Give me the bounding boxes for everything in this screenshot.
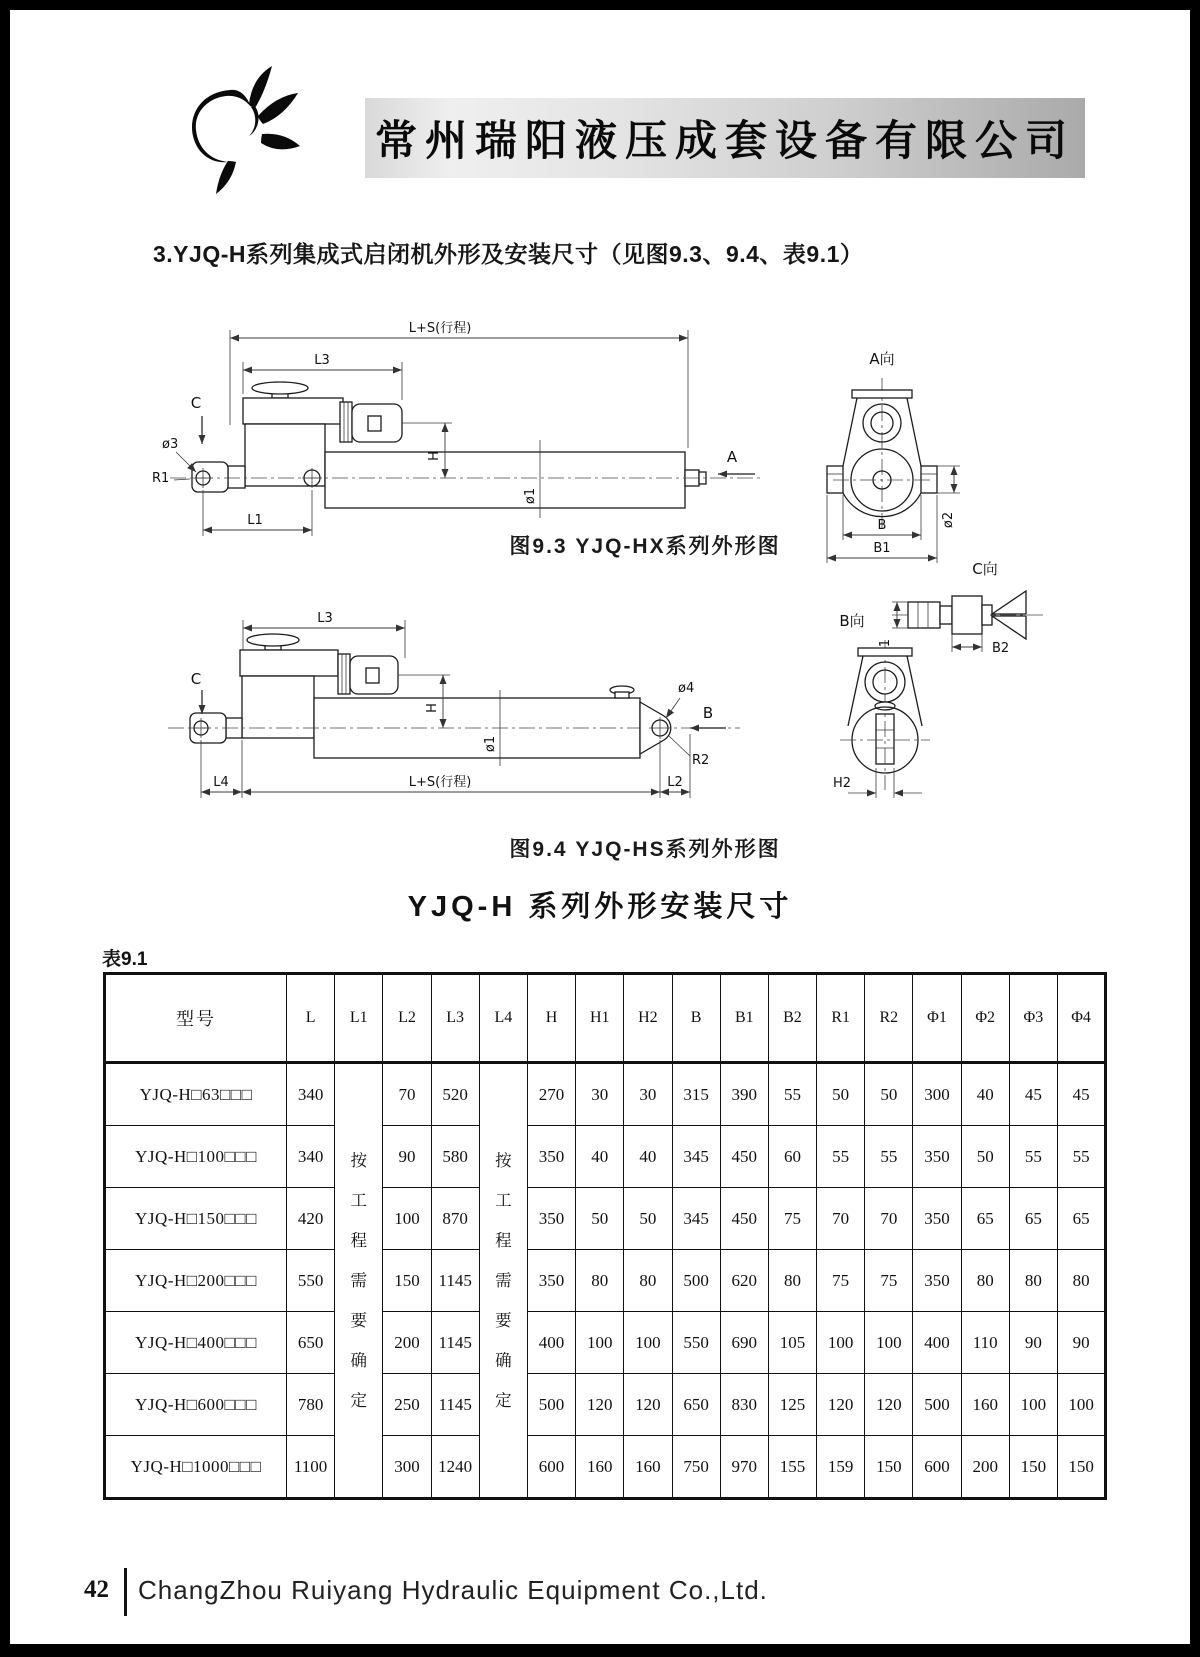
table-title: YJQ-H 系列外形安装尺寸 [407, 891, 793, 923]
value-cell: 315 [672, 1063, 720, 1126]
value-cell: 55 [768, 1063, 816, 1126]
table-row [105, 1188, 1106, 1250]
document-page [10, 10, 1190, 1644]
dim-label-r2: R2 [692, 753, 710, 768]
column-header: H1 [576, 974, 624, 1063]
column-header: B1 [720, 974, 768, 1063]
value-cell: 100 [576, 1312, 624, 1374]
value-cell: 75 [817, 1250, 865, 1312]
value-cell: 100 [1058, 1374, 1106, 1436]
dim-label-l1: L1 [247, 513, 263, 528]
value-cell: 500 [672, 1250, 720, 1312]
value-cell: 40 [961, 1063, 1009, 1126]
fig93-side-view [152, 321, 760, 536]
value-cell: 1145 [431, 1312, 479, 1374]
value-cell: 90 [1058, 1312, 1106, 1374]
value-cell: 75 [768, 1188, 816, 1250]
value-cell: 1145 [431, 1374, 479, 1436]
model-cell: YJQ-H□100□□□ [105, 1126, 287, 1188]
value-cell: 600 [913, 1436, 961, 1499]
value-cell: 450 [720, 1188, 768, 1250]
fig93-c-view [878, 560, 1045, 657]
value-cell: 160 [576, 1436, 624, 1499]
value-cell: 80 [768, 1250, 816, 1312]
merged-note-cell-l1 [335, 1063, 383, 1499]
a-view-title: A向 [869, 350, 895, 368]
column-header: R1 [817, 974, 865, 1063]
value-cell: 420 [287, 1188, 335, 1250]
fig94-side-view [168, 611, 740, 798]
value-cell: 105 [768, 1312, 816, 1374]
value-cell: 70 [817, 1188, 865, 1250]
dim-label-l3: L3 [314, 353, 330, 368]
value-cell: 50 [817, 1063, 865, 1126]
column-header: H [527, 974, 575, 1063]
value-cell: 400 [913, 1312, 961, 1374]
technical-drawings [140, 290, 1160, 860]
company-name: 常州瑞阳液压成套设备有限公司 [374, 116, 1075, 165]
column-header: L4 [479, 974, 527, 1063]
table-row [105, 1250, 1106, 1312]
column-header: Φ4 [1058, 974, 1106, 1063]
column-header: L2 [383, 974, 431, 1063]
value-cell: 55 [1058, 1126, 1106, 1188]
value-cell: 500 [913, 1374, 961, 1436]
column-header: R2 [865, 974, 913, 1063]
value-cell: 350 [913, 1126, 961, 1188]
dimensions-table [103, 972, 1107, 1500]
model-cell: YJQ-H□1000□□□ [105, 1436, 287, 1499]
value-cell: 620 [720, 1250, 768, 1312]
value-cell: 40 [624, 1126, 672, 1188]
value-cell: 780 [287, 1374, 335, 1436]
value-cell: 60 [768, 1126, 816, 1188]
value-cell: 200 [383, 1312, 431, 1374]
value-cell: 80 [624, 1250, 672, 1312]
value-cell: 50 [576, 1188, 624, 1250]
dim-label-d3: ø3 [162, 437, 179, 452]
dim-label-d4: ø4 [678, 681, 695, 696]
value-cell: 100 [383, 1188, 431, 1250]
dim-label-l2: L2 [667, 775, 683, 790]
value-cell: 160 [624, 1436, 672, 1499]
dim-label-total-stroke: L+S(行程) [408, 775, 472, 790]
dim-label-b1: B1 [873, 541, 891, 556]
value-cell: 500 [527, 1374, 575, 1436]
value-cell: 65 [961, 1188, 1009, 1250]
dim-label-total-stroke: L+S(行程) [408, 321, 472, 336]
table-row [105, 1374, 1106, 1436]
column-header-model: 型号 [105, 974, 287, 1063]
value-cell: 650 [672, 1374, 720, 1436]
view-arrow-c-label: C [190, 394, 202, 412]
dim-label-h2: H2 [832, 776, 852, 791]
table-number-label: 表9.1 [102, 949, 148, 970]
value-cell: 340 [287, 1063, 335, 1126]
model-cell: YJQ-H□63□□□ [105, 1063, 287, 1126]
value-cell: 830 [720, 1374, 768, 1436]
value-cell: 70 [383, 1063, 431, 1126]
table-row [105, 1126, 1106, 1188]
value-cell: 750 [672, 1436, 720, 1499]
view-arrow-a-label: A [726, 448, 738, 466]
vertical-note-text: 按 工 程 需 要 确 定 [495, 1150, 512, 1410]
value-cell: 1100 [287, 1436, 335, 1499]
dim-label-b2: B2 [992, 641, 1010, 656]
value-cell: 70 [865, 1188, 913, 1250]
value-cell: 65 [1058, 1188, 1106, 1250]
value-cell: 50 [624, 1188, 672, 1250]
value-cell: 90 [383, 1126, 431, 1188]
value-cell: 159 [817, 1436, 865, 1499]
section-title: 3.YJQ-H系列集成式启闭机外形及安装尺寸（见图9.3、9.4、表9.1） [153, 241, 864, 267]
column-header: Φ3 [1009, 974, 1057, 1063]
dim-label-d1: ø1 [483, 735, 498, 753]
value-cell: 125 [768, 1374, 816, 1436]
column-header: B [672, 974, 720, 1063]
dim-label-h: H [425, 703, 440, 713]
value-cell: 110 [961, 1312, 1009, 1374]
table-row [105, 1436, 1106, 1499]
model-cell: YJQ-H□200□□□ [105, 1250, 287, 1312]
value-cell: 100 [1009, 1374, 1057, 1436]
value-cell: 580 [431, 1126, 479, 1188]
dim-label-l4: L4 [213, 775, 229, 790]
dim-label-d1: ø1 [523, 487, 538, 505]
value-cell: 80 [961, 1250, 1009, 1312]
value-cell: 450 [720, 1126, 768, 1188]
value-cell: 550 [287, 1250, 335, 1312]
value-cell: 150 [383, 1250, 431, 1312]
dim-label-l3: L3 [317, 611, 333, 626]
value-cell: 400 [527, 1312, 575, 1374]
value-cell: 270 [527, 1063, 575, 1126]
value-cell: 300 [383, 1436, 431, 1499]
table-row [105, 1312, 1106, 1374]
dim-label-d2: ø2 [941, 511, 956, 529]
value-cell: 45 [1009, 1063, 1057, 1126]
value-cell: 350 [527, 1188, 575, 1250]
footer-divider [124, 1568, 127, 1616]
value-cell: 120 [817, 1374, 865, 1436]
value-cell: 550 [672, 1312, 720, 1374]
view-arrow-b-label: B [702, 704, 714, 722]
value-cell: 300 [913, 1063, 961, 1126]
value-cell: 65 [1009, 1188, 1057, 1250]
value-cell: 80 [1009, 1250, 1057, 1312]
value-cell: 345 [672, 1188, 720, 1250]
value-cell: 150 [865, 1436, 913, 1499]
column-header: B2 [768, 974, 816, 1063]
value-cell: 350 [527, 1250, 575, 1312]
value-cell: 50 [865, 1063, 913, 1126]
value-cell: 30 [576, 1063, 624, 1126]
value-cell: 55 [817, 1126, 865, 1188]
value-cell: 80 [1058, 1250, 1106, 1312]
value-cell: 350 [913, 1188, 961, 1250]
value-cell: 100 [624, 1312, 672, 1374]
value-cell: 120 [865, 1374, 913, 1436]
value-cell: 390 [720, 1063, 768, 1126]
value-cell: 155 [768, 1436, 816, 1499]
value-cell: 600 [527, 1436, 575, 1499]
company-logo-icon [160, 62, 310, 207]
figure-9-4-caption: 图9.4 YJQ-HS系列外形图 [509, 838, 781, 861]
value-cell: 100 [865, 1312, 913, 1374]
column-header: L3 [431, 974, 479, 1063]
value-cell: 1145 [431, 1250, 479, 1312]
company-banner [365, 98, 1085, 178]
value-cell: 75 [865, 1250, 913, 1312]
dim-label-h: H [427, 451, 442, 461]
value-cell: 30 [624, 1063, 672, 1126]
value-cell: 150 [1058, 1436, 1106, 1499]
vertical-note-text: 按 工 程 需 要 确 定 [350, 1150, 368, 1410]
dim-label-r1: R1 [152, 471, 170, 486]
value-cell: 350 [527, 1126, 575, 1188]
value-cell: 970 [720, 1436, 768, 1499]
merged-note-cell-l4 [479, 1063, 527, 1499]
c-view-title: C向 [972, 560, 998, 578]
column-header: Φ2 [961, 974, 1009, 1063]
value-cell: 50 [961, 1126, 1009, 1188]
column-header: H2 [624, 974, 672, 1063]
value-cell: 340 [287, 1126, 335, 1188]
value-cell: 250 [383, 1374, 431, 1436]
b-view-title: B向 [839, 612, 865, 630]
value-cell: 120 [624, 1374, 672, 1436]
value-cell: 40 [576, 1126, 624, 1188]
model-cell: YJQ-H□600□□□ [105, 1374, 287, 1436]
model-cell: YJQ-H□150□□□ [105, 1188, 287, 1250]
value-cell: 520 [431, 1063, 479, 1126]
dim-label-b: B [877, 518, 887, 533]
value-cell: 150 [1009, 1436, 1057, 1499]
column-header: L [287, 974, 335, 1063]
figure-9-3-caption: 图9.3 YJQ-HX系列外形图 [509, 535, 781, 558]
model-cell: YJQ-H□400□□□ [105, 1312, 287, 1374]
value-cell: 200 [961, 1436, 1009, 1499]
table-row [105, 1063, 1106, 1126]
value-cell: 90 [1009, 1312, 1057, 1374]
footer-company-name: ChangZhou Ruiyang Hydraulic Equipment Co.,Ltd. [138, 1575, 768, 1605]
value-cell: 690 [720, 1312, 768, 1374]
value-cell: 650 [287, 1312, 335, 1374]
value-cell: 120 [576, 1374, 624, 1436]
value-cell: 1240 [431, 1436, 479, 1499]
value-cell: 80 [576, 1250, 624, 1312]
view-arrow-c-label: C [190, 670, 202, 688]
value-cell: 100 [817, 1312, 865, 1374]
value-cell: 345 [672, 1126, 720, 1188]
column-header: L1 [335, 974, 383, 1063]
value-cell: 55 [865, 1126, 913, 1188]
value-cell: 350 [913, 1250, 961, 1312]
page-number: 42 [84, 1576, 109, 1603]
value-cell: 160 [961, 1374, 1009, 1436]
value-cell: 45 [1058, 1063, 1106, 1126]
value-cell: 55 [1009, 1126, 1057, 1188]
value-cell: 870 [431, 1188, 479, 1250]
column-header: Φ1 [913, 974, 961, 1063]
